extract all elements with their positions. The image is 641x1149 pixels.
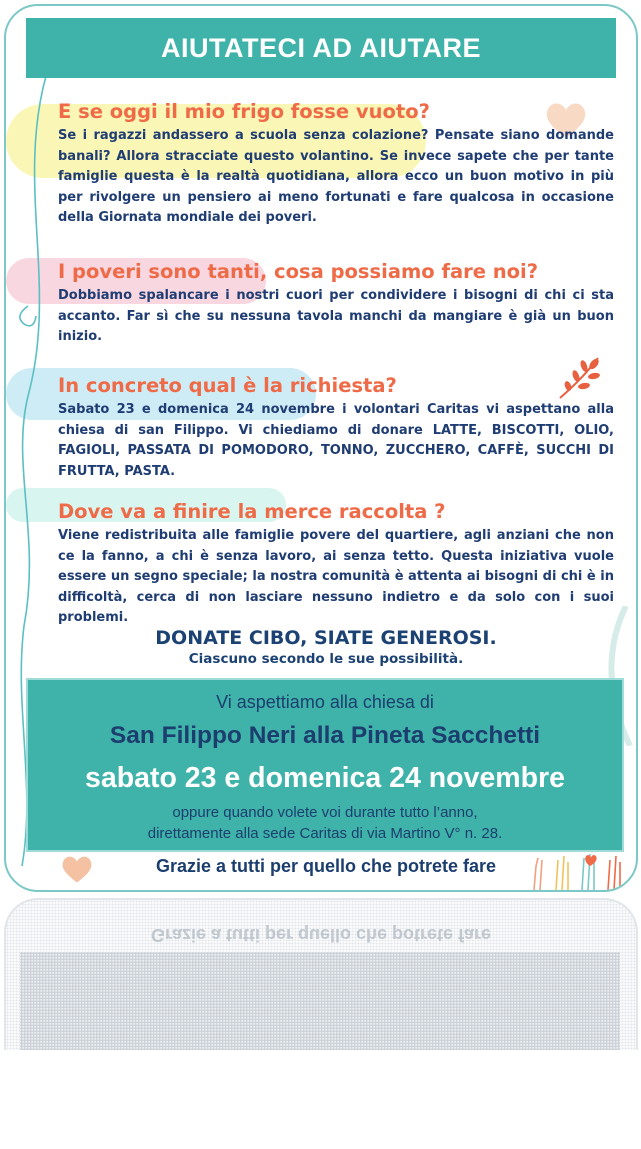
reflection-band — [20, 952, 620, 1050]
header-banner — [26, 18, 616, 78]
section-heading: In concreto qual è la richiesta? — [58, 374, 397, 397]
raised-hands-icon — [526, 846, 636, 890]
section-heading: E se oggi il mio frigo fosse vuoto? — [58, 100, 430, 123]
donate-callout — [6, 626, 638, 668]
section-where-goods-go — [58, 500, 614, 629]
section-body: Se i ragazzi andassero a scuola senza colazione? Pensate siano domande banali? Allora stracciate questo volantino. Se invece sapete che per tante famiglie questa è la realtà quotidiana, allora ecco un buon motivo in più per rivolgere un pensiero ai meno fortunati e fare qualcosa in occasione della Giornata mondiale dei poveri. — [58, 128, 614, 226]
event-dates: sabato 23 e domenica 24 novembre — [85, 762, 565, 794]
section-what-can-we-do — [58, 260, 614, 348]
section-body: Dobbiamo spalancare i nostri cuori per condividere i bisogni di chi ci sta accanto. Far sì che su nessuna tavola manchi da mangiare è già un buon inizio. — [58, 288, 614, 345]
section-body: Sabato 23 e domenica 24 novembre i volontari Caritas vi aspettano alla chiesa di san Filippo. Vi chiediamo di donare LATTE, BISCOTTI, OLIO, FAGIOLI, PASSATA DI POMODORO, TONNO, ZUCCHERO, CAFFÈ, SUCCHI DI FRUTTA, PASTA. — [58, 402, 614, 479]
section-heading: Dove va a finire la merce raccolta ? — [58, 500, 446, 523]
donate-title: DONATE CIBO, SIATE GENEROSI. — [155, 627, 497, 649]
section-heading: I poveri sono tanti, cosa possiamo fare noi? — [58, 260, 539, 283]
page-title: AIUTATECI AD AIUTARE — [161, 33, 481, 63]
section-body: Viene redistribuita alle famiglie povere del quartiere, agli anziani che non ce la fanno, a chi è senza lavoro, ai senza tetto. Questa iniziativa vuole essere un segno speciale; la nostra comunità è attenta ai bisogni di chi è in difficoltà, cerca di non lasciare nessuno indietro e da solo con i suoi problemi. — [58, 528, 614, 626]
event-band — [26, 678, 624, 852]
section-request — [58, 374, 614, 482]
event-intro: Vi aspettiamo alla chiesa di — [216, 692, 434, 712]
event-alt-line-1: oppure quando volete voi durante tutto l’anno, — [172, 804, 478, 821]
donate-subtitle: Ciascuno secondo le sue possibilità. — [188, 651, 464, 667]
event-alt-line-2: direttamente alla sede Caritas di via Martino V° n. 28. — [147, 825, 503, 842]
thanks-message: Grazie a tutti per quello che potrete fare — [155, 856, 497, 876]
section-empty-fridge — [58, 100, 614, 229]
reflection-thanks: Grazie a tutti per quello che potrete fare — [150, 925, 492, 945]
event-place: San Filippo Neri alla Pineta Sacchetti — [109, 722, 541, 749]
mirror-reflection — [4, 898, 638, 1050]
flyer-card — [4, 4, 638, 892]
